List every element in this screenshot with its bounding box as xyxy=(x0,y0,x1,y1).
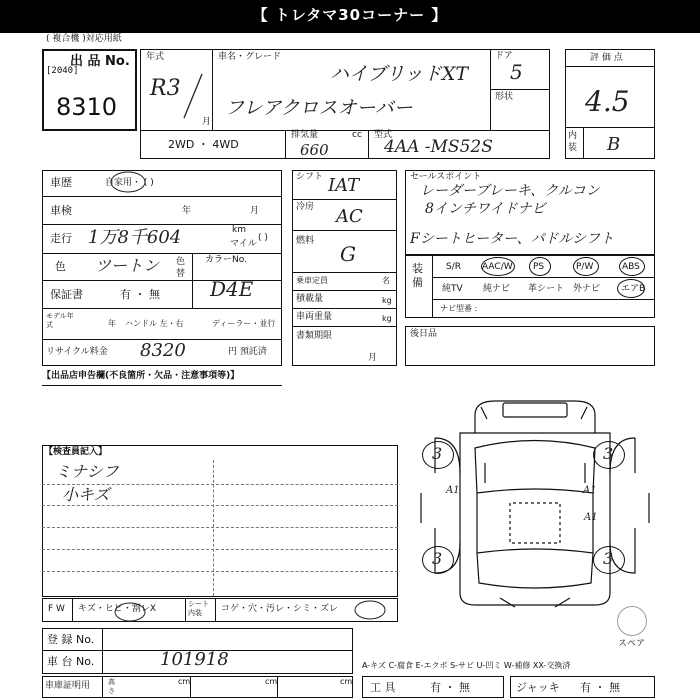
recycle-unit: 円 預託済 xyxy=(228,347,267,357)
weight-label: 車両重量 xyxy=(296,312,333,322)
docs-label: 書類期限 xyxy=(296,331,333,341)
equip-airbag-circle xyxy=(617,279,645,298)
lot-code: [2040] xyxy=(46,66,79,76)
seat-items: コゲ・穴・汚レ・シミ・ズレ xyxy=(221,604,339,614)
cert-unit-2: cm xyxy=(265,677,278,686)
car-diagram xyxy=(415,393,660,618)
left-info-box xyxy=(42,170,282,366)
equip-aac-circle xyxy=(481,257,515,276)
registration-label: 登 録 No. xyxy=(47,633,95,646)
interior-label: 内装 xyxy=(568,131,578,153)
damage-mark-3: A1 xyxy=(584,512,598,523)
spare-label: スペア xyxy=(618,639,646,649)
shape-label: 形状 xyxy=(495,92,514,102)
recycle-value: 8320 xyxy=(140,340,186,361)
doors-label: ドア xyxy=(495,51,513,61)
equip-navi: 純ナビ xyxy=(483,284,511,294)
inspection-year: 年 xyxy=(182,206,192,216)
fuel-label: 燃料 xyxy=(296,236,315,246)
seller-notes-label: 【出品店申告欄(不良箇所・欠品・注意事項等)】 xyxy=(42,371,240,381)
tools-options: 有 ・ 無 xyxy=(430,681,470,694)
mileage-km: km xyxy=(232,225,246,235)
color-value: ツートン xyxy=(95,256,160,275)
damage-legend: A-キズ C-腐食 E-エクボ S-サビ U-凹ミ W-補修 XX-交換済 xyxy=(362,661,571,670)
cooling-value: AC xyxy=(336,206,363,227)
equip-ps: PS xyxy=(533,262,545,272)
cooling-label: 冷房 xyxy=(296,202,315,212)
fw-items: キズ・ヒビ・割レX xyxy=(78,604,156,614)
tire-front-right-value: 3 xyxy=(603,444,614,463)
equip-leather: 革シート xyxy=(528,284,565,294)
lot-label: 出 品 No. xyxy=(70,54,130,69)
damage-mark-2: A1 xyxy=(583,485,597,496)
displacement-unit: cc xyxy=(352,130,362,140)
load-unit: kg xyxy=(382,296,392,305)
post-install-label: 後日品 xyxy=(410,329,438,339)
equip-ps-circle xyxy=(529,257,551,276)
model-year-label: モデル年式 xyxy=(46,312,74,329)
spare-tire-icon xyxy=(617,606,647,636)
equip-pw-circle xyxy=(573,257,599,276)
fw-label: F W xyxy=(48,604,65,614)
recycle-label: リサイクル料金 xyxy=(46,347,108,357)
equip-airbag: エアB xyxy=(621,284,646,294)
capacity-label: 乗車定員 xyxy=(296,276,328,285)
history-circle xyxy=(108,169,148,195)
year-value: R3 xyxy=(150,76,181,101)
color-label: 色 xyxy=(55,260,66,273)
jack-label: ジャッキ xyxy=(516,681,560,694)
doors-value: 5 xyxy=(510,60,523,84)
model-year-unit: 年 xyxy=(108,319,116,328)
sales-line-3: Fシートヒーター、パドルシフト xyxy=(410,231,614,247)
tools-label: 工 具 xyxy=(370,681,396,694)
damage-mark-1: A1 xyxy=(446,485,460,496)
equip-abs: ABS xyxy=(622,262,640,272)
year-label: 年式 xyxy=(146,52,165,62)
navi-model-label: ナビ型番 : xyxy=(440,304,478,313)
weight-unit: kg xyxy=(382,314,392,323)
handle-label: ハンドル 左・右 xyxy=(125,319,184,328)
mileage-paren: ( ) xyxy=(258,233,268,243)
displacement-label: 排気量 xyxy=(291,130,319,140)
equip-ext-navi: 外ナビ xyxy=(573,284,601,294)
sales-line-1: レーダーブレーキ、クルコン xyxy=(420,183,600,199)
model-grade: ハイブリッドXT xyxy=(330,63,469,85)
model-label: 車名・グレード xyxy=(218,52,282,62)
lot-number: 8310 xyxy=(56,93,118,121)
cert-height: 高さ xyxy=(108,678,115,695)
sales-label: セールスポイント xyxy=(410,172,482,182)
mileage-mile: マイル xyxy=(230,239,257,249)
type-value: 4AA -MS52S xyxy=(384,137,493,157)
model-name: フレアクロスオーバー xyxy=(225,97,413,119)
fuel-value: G xyxy=(340,242,356,266)
inspection-label: 車検 xyxy=(50,204,72,217)
color-no-value: D4E xyxy=(210,277,254,301)
color-no-label: カラーNo. xyxy=(205,255,247,265)
cert-label: 車庫証明用 xyxy=(45,681,91,691)
mileage-value: 1万8千604 xyxy=(88,227,182,248)
score-value: 4.5 xyxy=(585,85,630,118)
jack-options: 有 ・ 無 xyxy=(580,681,620,694)
fw-circle xyxy=(110,600,150,624)
load-label: 積載量 xyxy=(296,294,324,304)
drive-label: 2WD ・ 4WD xyxy=(168,138,239,151)
mileage-label: 走行 xyxy=(50,232,72,245)
docs-month: 月 xyxy=(368,353,378,363)
equip-aac: AAC/W xyxy=(482,262,513,272)
seat-circle xyxy=(352,599,388,621)
seat-label: シート内装 xyxy=(188,600,209,617)
year-month-unit: 月 xyxy=(202,117,212,127)
inspector-line-1: ミナシフ xyxy=(55,462,119,481)
displacement-value: 660 xyxy=(300,141,329,159)
history-label: 車歴 xyxy=(50,176,72,189)
inspector-line-2: 小キズ xyxy=(62,485,110,504)
equip-pw: P/W xyxy=(576,262,594,272)
header-title: 【 トレタマ30コーナー 】 xyxy=(252,6,448,24)
type-label: 型式 xyxy=(374,130,393,140)
tire-front-left-value: 3 xyxy=(432,444,443,463)
inspector-label: 【検査員記入】 xyxy=(44,447,108,457)
dealer-label: ディーラー・並行 xyxy=(212,319,276,328)
equip-sr: S/R xyxy=(446,262,461,272)
tire-rear-left-value: 3 xyxy=(432,549,443,568)
score-label: 評 価 点 xyxy=(590,53,623,63)
cert-unit-1: cm xyxy=(178,677,191,686)
equip-abs-circle xyxy=(619,257,645,276)
sales-line-2: 8インチワイドナビ xyxy=(425,201,546,217)
equipment-label: 装備 xyxy=(412,262,423,289)
cert-unit-3: cm xyxy=(340,677,353,686)
equip-tv: 純TV xyxy=(442,284,463,294)
tire-rear-right-value: 3 xyxy=(603,549,614,568)
post-install-box xyxy=(405,326,655,366)
color-change-label: 色替 xyxy=(176,257,186,279)
warranty-options: 有 ・ 無 xyxy=(120,288,160,301)
shift-label: シフト xyxy=(296,172,324,182)
year-slash xyxy=(180,72,206,122)
top-note: ( 複合機 )対応用紙 xyxy=(46,34,122,44)
history-value: 自家用・ ( ) xyxy=(105,178,154,188)
shift-value: IAT xyxy=(328,175,360,196)
interior-value: B xyxy=(607,134,621,155)
chassis-value: 101918 xyxy=(160,649,229,670)
inspection-month: 月 xyxy=(250,206,260,216)
chassis-label: 車 台 No. xyxy=(47,655,95,668)
warranty-label: 保証書 xyxy=(50,288,83,301)
capacity-unit: 名 xyxy=(382,276,390,285)
